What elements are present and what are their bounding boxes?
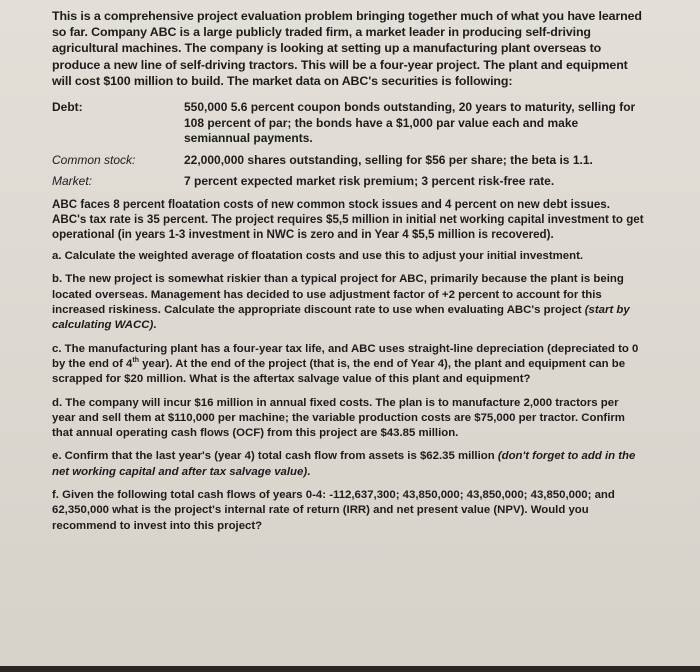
intro-paragraph: This is a comprehensive project evaluation problem bringing together much of what you have learned so far. Company ABC is a large publicly traded firm, a market leader in producing self-driving agricultural machines. The company is looking at setting up a manufacturing plant overseas to produce a new line of self-driving tractors. This will be a four-year project. The plant and equipment will cost $100 million to build. The market data on ABC's securities is following: <box>52 9 642 88</box>
question-d: d. The company will incur $16 million in annual fixed costs. The plan is to manufacture 2,000 tractors per year and sell them at $110,000 per machine; the variable production costs are $75,000 per tractor. Confirm that annual operating cash flows (OCF) from this project are $43.85 million. <box>52 396 625 440</box>
debt-label: Debt: <box>52 100 83 115</box>
project-details-paragraph: ABC faces 8 percent floatation costs of new common stock issues and 4 percent on new debt issues. ABC's tax rate is 35 percent. The project requires $5,5 million in initial net working capital investment to get operational (in years 1-3 investment in NWC is zero and in Year 4 $5,5 million is recovered). <box>52 197 644 241</box>
debt-row <box>52 100 644 147</box>
question-b <box>52 272 644 333</box>
question-e <box>52 449 644 480</box>
question-c-text-2: year). At the end of the project (that is, the end of Year 4), the plant and equipment can be scrapped for $20 million. What is the aftertax salvage value of this plant and equipment? <box>52 357 626 386</box>
market-value: 7 percent expected market risk premium; 3 percent risk-free rate. <box>184 174 555 189</box>
question-b-end: . <box>153 319 157 332</box>
question-e-hint: (don't forget to add in the net working capital and after tax salvage value) <box>52 450 636 478</box>
common-stock-value: 22,000,000 shares outstanding, selling for $56 per share; the beta is 1.1. <box>184 152 593 167</box>
debt-value: 550,000 5.6 percent coupon bonds outstanding, 20 years to maturity, selling for 108 percent of par; the bonds have a $1,000 par value each and make semiannual payments. <box>184 100 636 146</box>
question-e-end: . <box>307 465 311 478</box>
common-stock-row <box>52 153 644 169</box>
market-data-table <box>52 100 644 190</box>
question-c-superscript: th <box>132 357 139 365</box>
question-e-text: e. Confirm that the last year's (year 4) total cash flow from assets is $62.35 million <box>52 450 498 463</box>
market-row <box>52 174 644 190</box>
market-label: Market: <box>52 174 93 189</box>
question-f: f. Given the following total cash flows of years 0-4: -112,637,300; 43,850,000; 43,850,000; 43,850,000; and 62,350,000 what is the project's internal rate of return (IRR) and net present value (NPV). Would you recommend to invest into this project? <box>52 488 615 532</box>
question-b-text: b. The new project is somewhat riskier than a typical project for ABC, primarily because the plant is being located overseas. Management has decided to use adjustment factor of +2 percent to account for this increased riskiness. Calculate the appropriate discount rate to use when evaluating ABC's project <box>52 273 624 317</box>
question-a: a. Calculate the weighted average of floatation costs and use this to adjust your initial investment. <box>52 250 584 263</box>
question-b-hint: (start by calculating WACC) <box>52 304 630 332</box>
common-stock-label: Common stock: <box>52 152 136 167</box>
question-c-text-1: c. The manufacturing plant has a four-year tax life, and ABC uses straight-line depreciation (depreciated to 0 by the end of 4 <box>52 342 639 370</box>
question-c <box>52 342 644 388</box>
photo-bottom-edge <box>0 666 700 672</box>
